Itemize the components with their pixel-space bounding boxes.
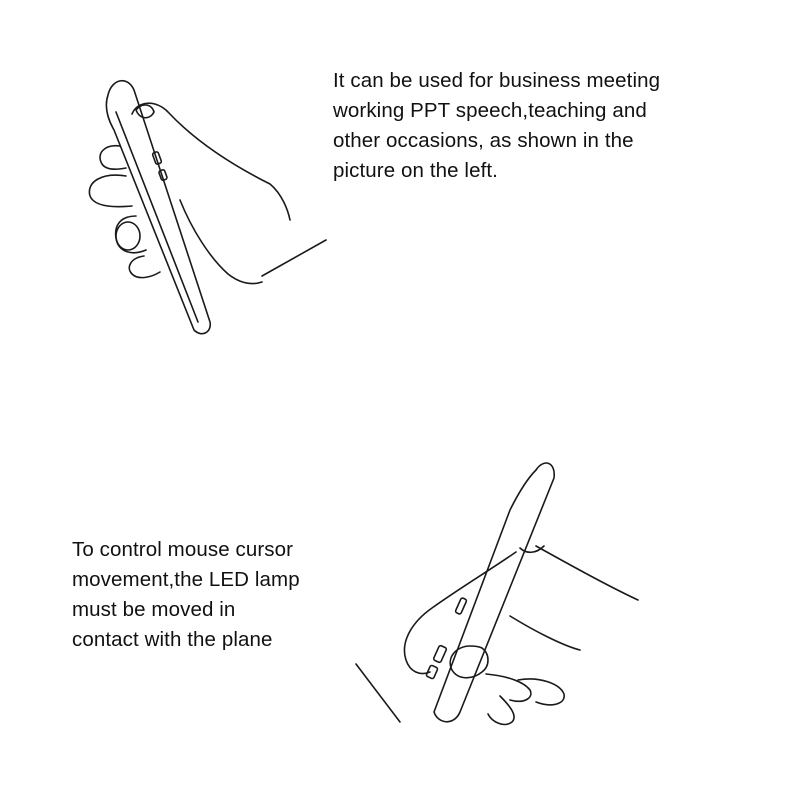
surface-line <box>356 664 400 722</box>
caption-line: working PPT speech,teaching and <box>333 99 647 122</box>
caption-line: To control mouse cursor <box>72 538 294 561</box>
hand-writing-with-pen-mouse-icon <box>340 450 660 750</box>
caption-line: other occasions, as shown in the <box>333 129 634 152</box>
finger-outline <box>486 674 531 701</box>
finger-tip-curl <box>116 222 140 250</box>
thumb-nail <box>136 105 154 118</box>
caption-line: movement,the LED lamp <box>72 568 300 591</box>
hand-back-outline <box>510 616 580 650</box>
finger-outline <box>129 256 160 278</box>
finger-outline <box>89 175 132 207</box>
thumb-outline <box>450 646 488 678</box>
pen-body-outline <box>434 463 554 722</box>
caption-line: picture on the left. <box>333 159 498 182</box>
hand-back-outline <box>180 200 262 284</box>
caption-line: must be moved in <box>72 598 236 621</box>
hand-holding-pen-mouse-presenter-icon <box>70 60 350 360</box>
caption-line: contact with the plane <box>72 628 273 651</box>
surface-line <box>262 240 326 276</box>
caption-line: It can be used for business meeting <box>333 69 661 92</box>
pen-side-button <box>455 597 467 614</box>
caption-presenter-usage <box>333 66 660 186</box>
hand-back-outline <box>536 546 638 600</box>
caption-cursor-control <box>72 535 300 655</box>
pen-side-button <box>433 645 447 663</box>
